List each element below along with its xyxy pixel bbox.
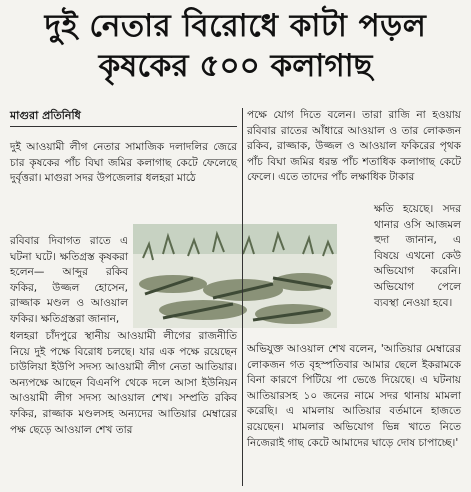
right-column-top: পক্ষে যোগ দিতে বলেন। তারা রাজি না হওয়ায় রবিবার রাতের আঁধারে আওয়াল ও তার লোকজন রকিব, রাজ্জাক, উজ্জল ও আওয়াল ফকিরের পৃথক পাঁচ বিঘা জমির ধরন্ত পাঁচ শতাধিক কলাগাছ কেটে ফেলে। এতে তাদের পাঁচ লক্ষাধিক টাকার [247, 109, 461, 184]
photo-felled-banana-trees [133, 224, 337, 328]
column-divider [242, 108, 243, 486]
right-column-bottom: অভিযুক্ত আওয়াল শেখ বলেন, 'আতিয়ার মেম্বারের লোকজন গত বৃহস্পতিবার আমার ছেলে ইকরামকে বিনা কারণে পিটিয়ে পা ভেঙে দিয়েছে। এ ঘটনায় আতিয়ারসহ ১০ জনের নামে সদর থানায় মামলা করেছি। এ মামলায় আতিয়ার বর্তমানে হাজতে রয়েছেন। মামলার অভিযোগ ভিন্ন খাতে নিতে নিজেরাই গাছ কেটে আমাদের ঘাড়ে দোষ চাপাচ্ছে।' [247, 343, 461, 449]
headline-line-1: দুই নেতার বিরোধে কাটা পড়ল [44, 8, 427, 44]
headline [0, 6, 471, 86]
right-column-mid: ক্ষতি হয়েছে। সদর থানার ওসি আজমল হুদা জানান, এ বিষয়ে এখনো কেউ অভিযোগ করেনি। অভিযোগ পেলে ব্যবস্থা নেওয়া হবে। [374, 203, 461, 309]
byline-rule [10, 126, 237, 127]
headline-line-2: কৃষকের ৫০০ কলাগাছ [98, 48, 373, 84]
banana-field-image [133, 224, 337, 328]
left-column-upper: দুই আওয়ামী লীগ নেতার সামাজিক দলাদলির জেরে চার কৃষকের পাঁচ বিঘা জমির কলাগাছ কেটে ফেলেছে দুর্বৃত্তরা। মাগুরা সদর উপজেলার ধলহরা মাঠে [10, 141, 237, 185]
byline: মাগুরা প্রতিনিধি [10, 109, 81, 122]
left-column-side: রবিবার দিবাগত রাতে এ ঘটনা ঘটে। ক্ষতিগ্রস্ত কৃষকরা হলেন— আব্দুর রকিব ফকির, উজ্জল হোসেন, রাজ্জাক মণ্ডল ও আওয়াল ফকির। ক্ষতিগ্রস্তরা জানান, [10, 235, 128, 325]
left-column-lower: ধলহরা চাঁদপুরে স্থানীয় আওয়ামী লীগের রাজনীতি নিয়ে দুই পক্ষে বিরোধ চলছে। যার এক পক্ষে রয়েছেন চাউলিয়া ইউপি সদস্য আওয়ামী লীগ নেতা আতিয়ার। অন্যপক্ষে আছেন বিএনপি থেকে দলে আসা ইউনিয়ন আওয়ামী লীগ সদস্য আওয়াল শেখ। সম্প্রতি রকিব ফকির, রাজ্জাক মণ্ডলসহ অন্যদের আতিয়ার মেম্বারের পক্ষ ছেড়ে আওয়াল শেখ তার [10, 330, 237, 436]
